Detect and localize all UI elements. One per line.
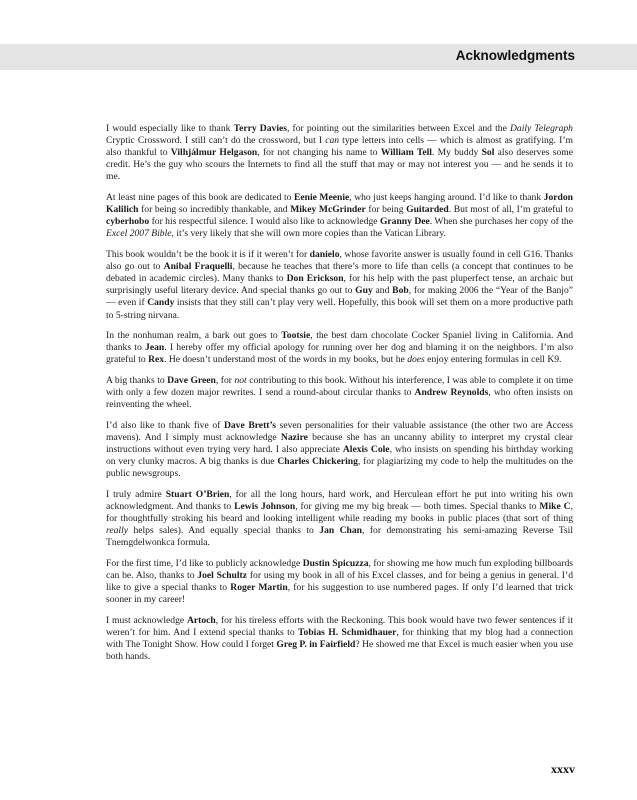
text-run: A big thanks to [106, 375, 168, 387]
paragraph [106, 330, 573, 366]
emphasis-text: Excel 2007 Bible [106, 228, 172, 240]
text-run: for being [365, 204, 407, 216]
text-run: I’d also like to thank five of [106, 419, 224, 431]
text-run: This book wouldn’t be the book it is if it weren’t for [106, 249, 310, 261]
text-run: , for his help with the past pluperfect tense, an archaic but surprisingly useful literary device. And special thanks go out to [106, 273, 573, 297]
person-name: Guitarded [406, 204, 449, 216]
text-run: , for giving me my big break — both times. Special thanks to [295, 501, 540, 513]
person-name: danielo [309, 249, 340, 261]
person-name: Anibal Fraquelli [163, 261, 233, 273]
paragraph [106, 615, 573, 663]
text-run: , for thoughtfully stroking his beard and looking intelligent while reading my books in public places (that sort of thing [106, 501, 573, 525]
page-header-title: Acknowledgments [455, 48, 575, 63]
text-run: , for demonstrating his semi-amazing Reverse Tsil Tnemgdelwonkca formula. [106, 525, 573, 549]
text-run: I truly admire [106, 489, 166, 500]
text-run: contributing to this book. Without his interference, I was able to complete it on time with only a few dozen major rewrites. I send a round-about circular thanks to [106, 375, 573, 399]
person-name: Charles Chickering [277, 456, 358, 468]
paragraph [106, 123, 573, 183]
person-name: Candy [147, 297, 175, 309]
person-name: Terry Davies [233, 123, 287, 134]
person-name: Dave Brett’s [223, 419, 277, 431]
person-name: Eenie Meenie [293, 192, 350, 204]
text-run: because she has an uncanny ability to interpret my crystal clear instructions without even trying very hard. I also appreciate [106, 432, 573, 456]
text-run: enjoy entering formulas in cell K9. [424, 354, 562, 366]
text-run: For the first time, I’d like to publicly acknowledge [106, 558, 303, 570]
text-run: I would especially like to thank [106, 123, 234, 134]
emphasis-text: Daily Telegraph [509, 123, 573, 134]
text-run: , because he teaches that there’s more to life than cells (a concept that continues to be debated in academic circles). Many thanks to [106, 261, 573, 285]
paragraph [106, 249, 573, 322]
text-run: insists that they still can’t play very well. Hopefully, this book will set them on a more productive path to 5-string nirvana. [106, 297, 573, 321]
person-name: Granny Dee [379, 216, 430, 228]
person-name: Dustin Spicuzza [302, 558, 369, 570]
person-name: Stuart O’Brien [165, 489, 230, 500]
text-run: , for all the long hours, hard work, and Herculean effort he put into writing his own acknowledgment. And thanks to [106, 489, 573, 513]
text-run: , for not changing his name to [257, 147, 381, 159]
text-run: , it’s very likely that she will own more copies than the Vatican Library. [171, 228, 446, 240]
emphasis-text: can [325, 135, 340, 147]
running-header-bar [0, 44, 637, 70]
paragraph [106, 420, 573, 480]
text-run: , whose favorite answer is usually found in cell G16. Thanks also go out to [106, 249, 574, 273]
text-run: also deserves some credit. He’s the guy who scours the Internets to find all the stuff that may or may not interest you — and he sends it to me. [106, 147, 574, 183]
text-run: , for plagiarizing my code to help the multitudes on the public newsgroups. [106, 456, 573, 480]
paragraph [106, 192, 573, 240]
text-run: In the nonhuman realm, a bark out goes to [106, 330, 282, 342]
text-run: , for thinking that my blog had a connection with The Tonight Show. How could I forget [106, 627, 573, 651]
person-name: Lewis Johnson [234, 501, 296, 513]
person-name: Alexis Cole [342, 444, 390, 456]
text-run: for using my book in all of his Excel classes, and for being a genius in general. I’d like to give a special thanks to [106, 570, 573, 594]
text-run: . He doesn’t understand most of the words in my books, but he [164, 354, 408, 366]
text-run: seven personalities for their valuable assistance (the other two are Access mavens). And I simply must acknowledge [106, 419, 573, 444]
text-run: I must acknowledge [106, 615, 187, 627]
text-run: helps sales). And equally special thanks to [128, 525, 320, 537]
person-name: Guy [355, 285, 373, 297]
text-run: , for his tireless efforts with the Reckoning. This book would have two fewer sentences if it weren’t for him. And I extend special thanks to [106, 615, 573, 639]
person-name: Sol [481, 147, 495, 159]
text-run: and [372, 285, 393, 297]
person-name: Tootsie [281, 330, 311, 342]
page-number: xxxv [551, 762, 575, 776]
text-run: , for [215, 375, 235, 387]
text-run: , who often insists on reinventing the wheel. [106, 387, 573, 411]
text-run: , for making 2006 the “Year of the Banjo” — even if [106, 285, 574, 309]
person-name: Bob [392, 285, 409, 297]
person-name: Mike C [539, 501, 571, 513]
person-name: Jean [145, 342, 165, 354]
emphasis-text: does [407, 354, 425, 366]
text-run: At least nine pages of this book are dedicated to [106, 192, 294, 204]
person-name: Rex [148, 354, 165, 366]
emphasis-text: really [106, 525, 129, 537]
person-name: Jan Chan [319, 525, 363, 537]
text-run: Cryptic Crossword. I still can’t do the crossword, but I [106, 135, 326, 147]
person-name: Greg P. in Fairfield [276, 639, 356, 651]
emphasis-text: not [234, 375, 247, 387]
text-run: for his respectful silence. I would also like to acknowledge [149, 216, 380, 228]
person-name: Vilhjálmur Helgason [170, 147, 258, 159]
person-name: William Tell [380, 147, 432, 159]
paragraph [106, 375, 573, 411]
person-name: Joel Schultz [197, 570, 248, 582]
person-name: Roger Martin [230, 582, 288, 594]
person-name: Tobias H. Schmidhauer [298, 627, 397, 639]
text-run: ? He showed me that Excel is much easier when you use both hands. [106, 639, 573, 663]
person-name: cyberhobo [106, 216, 150, 228]
text-run: for being so incredibly thankable, and [138, 204, 291, 216]
text-run: , for his suggestion to use numbered pages. If only I’d learned that trick sooner in my career! [106, 582, 573, 606]
person-name: Dave Green [167, 375, 216, 387]
text-run: , for showing me how much fun exploding billboards can be. Also, thanks to [106, 558, 573, 582]
paragraph [106, 489, 573, 549]
person-name: Mikey McGrinder [290, 204, 366, 216]
acknowledgments-body [106, 123, 573, 672]
text-run: . I hereby offer my official apology for running over her dog and blaming it on the neighbors. I’m also grateful to [106, 342, 573, 366]
person-name: Andrew Reynolds [414, 387, 489, 399]
text-run: , who just keeps hanging around. I’d like to thank [349, 192, 544, 204]
person-name: Jordon Kalilich [106, 192, 573, 216]
person-name: Artoch [186, 615, 216, 627]
paragraph [106, 558, 573, 606]
text-run: type letters into cells — which is almost as gratifying. I’m also thankful to [106, 135, 573, 159]
person-name: Don Erickson [286, 273, 344, 285]
person-name: Nazire [280, 432, 308, 444]
text-run: . But most of all, I’m grateful to [448, 204, 574, 216]
text-run: , for pointing out the similarities between Excel and the [286, 123, 510, 134]
text-run: , who insists on spending his birthday working on very clunky macros. A big thanks is due [106, 444, 573, 468]
text-run: , the best darn chocolate Cocker Spaniel living in California. And thanks to [106, 330, 573, 354]
text-run: . My buddy [431, 147, 482, 159]
text-run: . When she purchases her copy of the [429, 216, 573, 228]
